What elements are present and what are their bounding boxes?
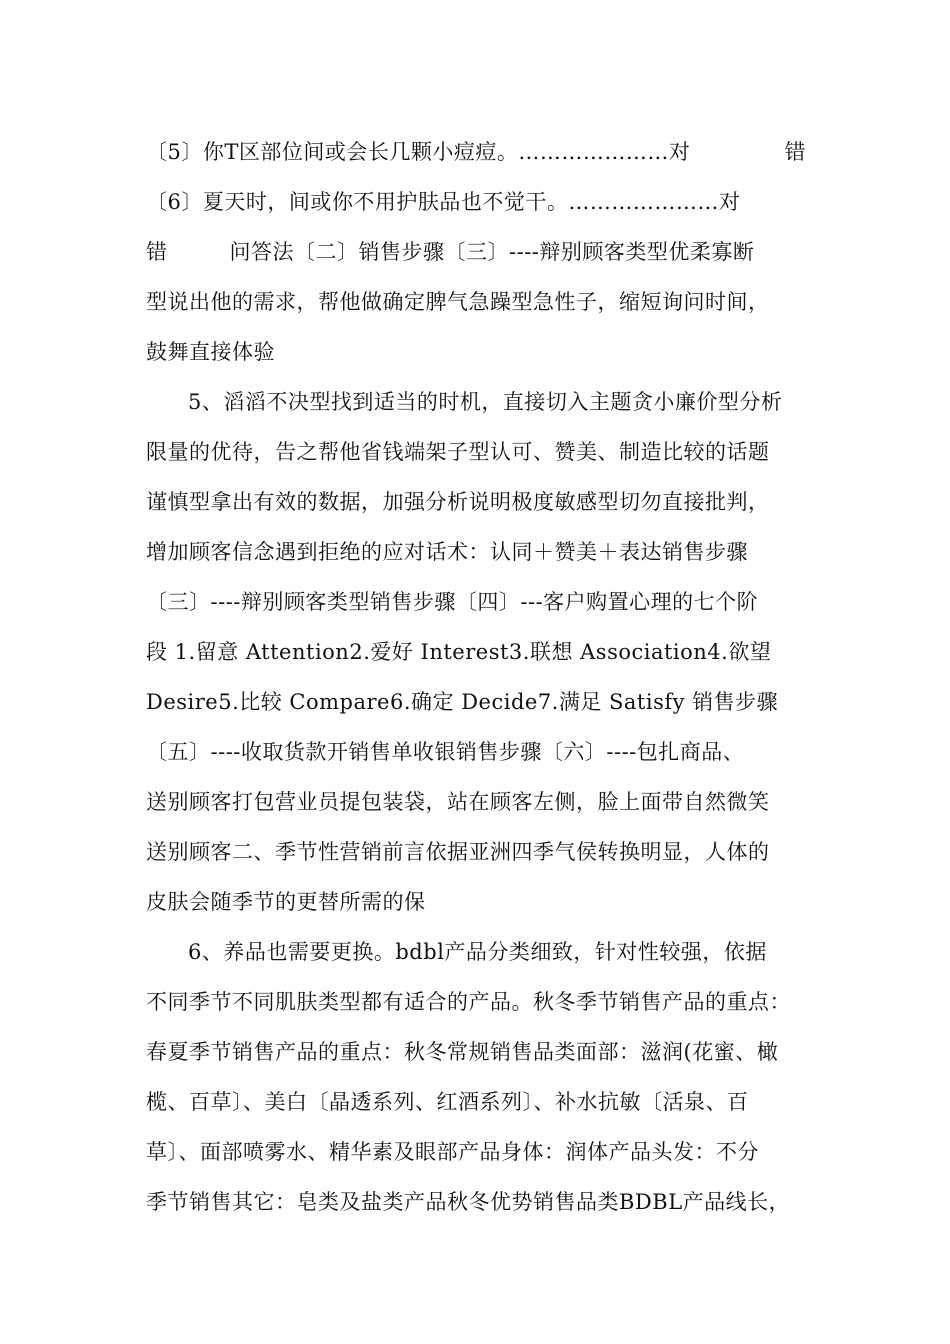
text-line-8: 谨慎型拿出有效的数据，加强分析说明极度敏感型切勿直接批判， <box>146 490 770 514</box>
text-line-1-left: 〔5〕你T区部位间或会长几颗小痘痘。…………………对 <box>146 140 691 164</box>
text-line-2: 〔6〕夏天时，间或你不用护肤品也不觉干。…………………对 <box>146 190 741 214</box>
paragraph-5-line-1: 5、滔滔不决型找到适当的时机，直接切入主题贪小廉价型分析 <box>188 390 783 414</box>
text-line-9: 增加顾客信念遇到拒绝的应对话术：认同＋赞美＋表达销售步骤 <box>146 540 748 564</box>
text-line-1 <box>146 137 806 167</box>
text-line-7: 限量的优待，告之帮他省钱端架子型认可、赞美、制造比较的话题 <box>146 440 770 464</box>
text-line-19: 春夏季节销售产品的重点：秋冬常规销售品类面部：滋润(花蜜、橄 <box>146 1040 779 1064</box>
text-line-1-right: 错 <box>784 140 806 164</box>
text-line-3-right: 问答法〔二〕销售步骤〔三〕----辩别顾客类型优柔寡断 <box>229 240 755 264</box>
text-line-21: 草〕、面部喷雾水、精华素及眼部产品身体：润体产品头发：不分 <box>146 1140 759 1164</box>
text-line-18: 不同季节不同肌肤类型都有适合的产品。秋冬季节销售产品的重点： <box>146 990 791 1014</box>
text-line-5: 鼓舞直接体验 <box>146 340 275 364</box>
text-line-11: 段 1.留意 Attention2.爱好 Interest3.联想 Association4.欲望 <box>146 640 772 664</box>
text-line-4: 型说出他的需求，帮他做确定脾气急躁型急性子，缩短询问时间， <box>146 290 770 314</box>
text-line-16: 皮肤会随季节的更替所需的保 <box>146 890 426 914</box>
text-line-22: 季节销售其它：皂类及盐类产品秋冬优势销售品类BDBL产品线长， <box>146 1190 791 1214</box>
text-line-20: 榄、百草〕、美白〔晶透系列、红酒系列〕、补水抗敏〔活泉、百 <box>146 1090 749 1114</box>
text-line-15: 送别顾客二、季节性营销前言依据亚洲四季气侯转换明显，人体的 <box>146 840 770 864</box>
text-line-13: 〔五〕----收取货款开销售单收银销售步骤〔六〕----包扎商品、 <box>146 740 745 764</box>
text-line-14: 送别顾客打包营业员提包装袋，站在顾客左侧，脸上面带自然微笑 <box>146 790 770 814</box>
text-line-10: 〔三〕----辩别顾客类型销售步骤〔四〕---客户购置心理的七个阶 <box>146 590 759 614</box>
text-line-3-left: 错 <box>146 240 168 264</box>
text-line-12: Desire5.比较 Compare6.确定 Decide7.满足 Satisfy 销售步骤 <box>146 690 779 714</box>
paragraph-6-line-1: 6、养品也需要更换。bdbl产品分类细致，针对性较强，依据 <box>188 940 767 964</box>
text-line-3 <box>146 237 806 267</box>
